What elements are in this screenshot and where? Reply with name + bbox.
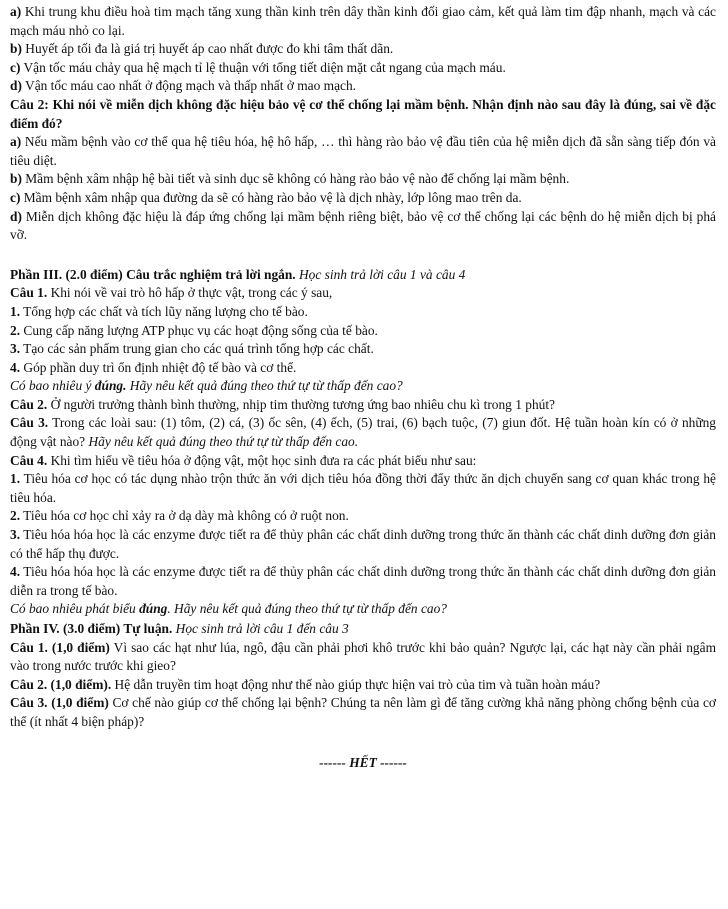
- part3-q1-option-4: 4. Góp phần duy trì ổn định nhiệt độ tế bào và cơ thể.: [10, 359, 297, 375]
- q1-statement-a: a) Khi trung khu điều hoà tim mạch tăng xung thần kinh trên dây thần kinh đối giao cảm, kết quả làm tim đập nhanh, mạch và các mạch máu nhỏ co lại.: [10, 4, 716, 38]
- part3-q2: Câu 2. Ở người trưởng thành bình thường, nhịp tim thường tương ứng bao nhiêu chu kì trong 1 phút?: [10, 396, 556, 412]
- q2-statement-a: a) Nếu mầm bệnh vào cơ thể qua hệ tiêu hóa, hệ hô hấp, … thì hàng rào bảo vệ đầu tiên của hệ miễn dịch đã sẵn sàng tiếp đón và tiêu diệt.: [10, 134, 716, 168]
- q2-statements: [10, 133, 716, 245]
- q2-statement-b: b) Mầm bệnh xâm nhập hệ bài tiết và sinh dục sẽ không có hàng rào bảo vệ nào để chống lại mầm bệnh.: [10, 171, 570, 187]
- part4-q2: Câu 2. (1,0 điểm). Hệ dẫn truyền tim hoạt động như thế nào giúp thực hiện vai trò của tim và tuần hoàn máu?: [10, 676, 601, 692]
- part3-q4-prompt: Có bao nhiêu phát biểu đúng. Hãy nêu kết quả đúng theo thứ tự từ thấp đến cao?: [10, 601, 447, 617]
- section-spacer: [10, 245, 716, 266]
- end-marker: ------ HẾT ------: [319, 754, 407, 770]
- q1-statement-b: b) Huyết áp tối đa là giá trị huyết áp cao nhất được đo khi tâm thất dãn.: [10, 41, 394, 57]
- part4-heading: Phần IV. (3.0 điểm) Tự luận. Học sinh trả lời câu 1 đến câu 3: [10, 621, 349, 636]
- part3-q1-option-1: 1. Tổng hợp các chất và tích lũy năng lượng cho tế bào.: [10, 303, 308, 319]
- q1-statement-c: c) Vận tốc máu chảy qua hệ mạch tỉ lệ thuận với tổng tiết diện mặt cắt ngang của mạch máu.: [10, 59, 506, 75]
- q1-statements: [10, 3, 716, 96]
- q1-statement-d: d) Vận tốc máu cao nhất ở động mạch và thấp nhất ở mao mạch.: [10, 78, 356, 94]
- q2-heading: Câu 2: Khi nói về miễn dịch không đặc hiệu bảo vệ cơ thể chống lại mầm bệnh. Nhận định nào sau đây là đúng, sai về đặc điểm đó?: [10, 96, 716, 131]
- part3-q1-option-3: 3. Tạo các sản phẩm trung gian cho các quá trình tổng hợp các chất.: [10, 341, 374, 357]
- part3-q4-statement-4: 4. Tiêu hóa hóa học là các enzyme được tiết ra để thủy phân các chất dinh dưỡng trong thức ăn thành các chất dinh dưỡng đơn giản diễn ra trong tế bào.: [10, 564, 716, 598]
- part3-heading: Phần III. (2.0 điểm) Câu trắc nghiệm trả lời ngắn. Học sinh trả lời câu 1 và câu 4: [10, 266, 466, 282]
- part3-q4-statement-1: 1. Tiêu hóa cơ học có tác dụng nhào trộn thức ăn với dịch tiêu hóa đồng thời đẩy thức ăn dịch chuyển sang cơ quan khác trong hệ tiêu hóa.: [10, 471, 716, 505]
- part4-q3: Câu 3. (1,0 điểm) Cơ chế nào giúp cơ thể chống lại bệnh? Chúng ta nên làm gì để tăng cường khả năng phòng chống bệnh của cơ thể (ít nhất 4 biện pháp)?: [10, 695, 716, 729]
- q2-statement-c: c) Mầm bệnh xâm nhập qua đường da sẽ có hàng rào bảo vệ là dịch nhày, lớp lông mao trên da.: [10, 189, 522, 205]
- part3-q1: Câu 1. Khi nói về vai trò hô hấp ở thực vật, trong các ý sau,: [10, 285, 333, 301]
- part4-q1: Câu 1. (1,0 điểm) Vì sao các hạt như lúa, ngô, đậu cần phải phơi khô trước khi bảo quản? Ngược lại, các hạt này cần phải ngâm vào trong nước trước khi gieo?: [10, 639, 716, 674]
- part3-q4-statement-3: 3. Tiêu hóa hóa học là các enzyme được tiết ra để thủy phân các chất dinh dưỡng trong thức ăn thành các chất dinh dưỡng đơn giản có thể hấp thụ được.: [10, 527, 716, 561]
- part3-q4-statement-2: 2. Tiêu hóa cơ học chỉ xảy ra ở dạ dày mà không có ở ruột non.: [10, 508, 349, 524]
- part3-q1-option-2: 2. Cung cấp năng lượng ATP phục vụ các hoạt động sống của tế bào.: [10, 322, 378, 338]
- q2-statement-d: d) Miễn dịch không đặc hiệu là đáp ứng chống lại mầm bệnh riêng biệt, bảo vệ cơ thể chống lại các bệnh do hệ miễn dịch bị phá vỡ.: [10, 208, 716, 243]
- part3-q4: Câu 4. Khi tìm hiểu về tiêu hóa ở động vật, một học sinh đưa ra các phát biểu như sau:: [10, 452, 477, 468]
- part3-q3: Câu 3. Trong các loài sau: (1) tôm, (2) cá, (3) ốc sên, (4) ếch, (5) trai, (6) bạch tuộc, (7) giun đốt. Hệ tuần hoàn kín có ở những động vật nào? Hãy nêu kết quả đúng theo thứ tự từ thấp đến cao.: [10, 415, 716, 450]
- part3-q1-prompt: Có bao nhiêu ý đúng. Hãy nêu kết quả đúng theo thứ tự từ thấp đến cao?: [10, 378, 403, 394]
